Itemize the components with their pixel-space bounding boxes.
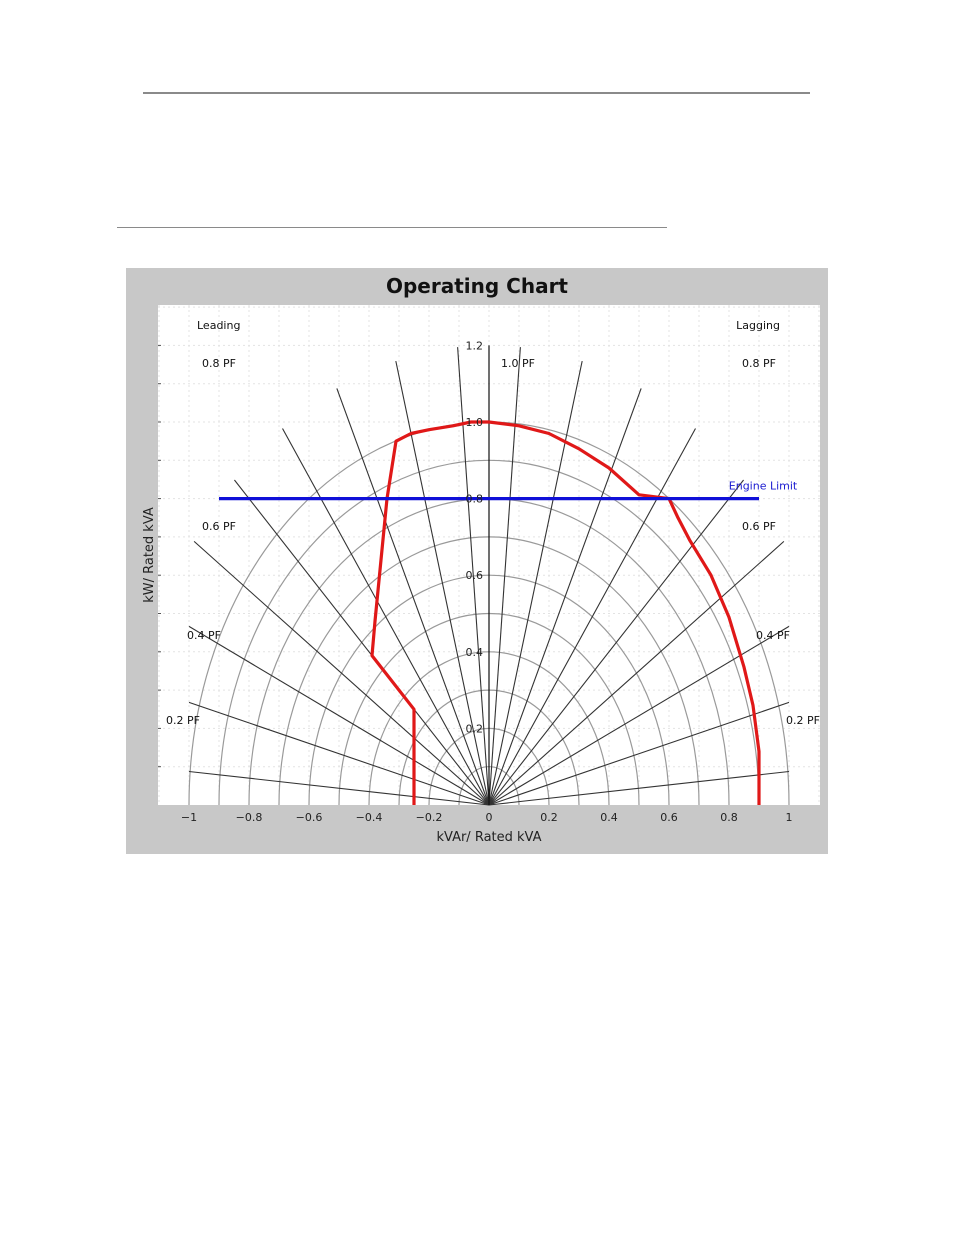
header-rule bbox=[143, 92, 810, 94]
pf-label-unity: 1.0 PF bbox=[501, 357, 535, 370]
x-tick-label: 0.6 bbox=[660, 811, 678, 824]
operating-chart bbox=[126, 268, 828, 854]
y-axis-label: kW/ Rated kVA bbox=[142, 507, 157, 603]
x-tick-label: 0 bbox=[485, 811, 493, 824]
lagging-label: Lagging bbox=[736, 319, 780, 332]
x-tick-label: −0.4 bbox=[355, 811, 383, 824]
pf-label-leading: 0.6 PF bbox=[202, 520, 236, 533]
x-tick-label: −0.8 bbox=[235, 811, 263, 824]
x-tick-label: 0.8 bbox=[720, 811, 738, 824]
x-tick-label: −0.6 bbox=[295, 811, 323, 824]
section-rule bbox=[117, 227, 667, 228]
leading-label: Leading bbox=[197, 319, 241, 332]
y-tick-label: 1.2 bbox=[465, 339, 483, 353]
pf-label-leading: 0.4 PF bbox=[187, 629, 221, 642]
y-tick-label: 0.8 bbox=[465, 492, 483, 506]
operating-chart-panel bbox=[126, 268, 828, 854]
pf-label-leading: 0.8 PF bbox=[202, 357, 236, 370]
series-label: Engine Limit bbox=[728, 479, 798, 493]
y-tick-label: 0.4 bbox=[465, 645, 483, 659]
x-axis-label: kVAr/ Rated kVA bbox=[436, 830, 542, 845]
pf-label-lagging: 0.2 PF bbox=[786, 714, 820, 727]
pf-label-lagging: 0.8 PF bbox=[742, 357, 776, 370]
x-tick-label: 0.2 bbox=[540, 811, 558, 824]
y-tick-label: 0.2 bbox=[465, 722, 483, 736]
x-tick-label: −0.2 bbox=[415, 811, 443, 824]
pf-label-lagging: 0.4 PF bbox=[756, 629, 790, 642]
x-tick-label: 0.4 bbox=[600, 811, 618, 824]
x-tick-label: 1 bbox=[785, 811, 793, 824]
chart-title: Operating Chart bbox=[385, 274, 569, 298]
y-tick-label: 1.0 bbox=[465, 416, 483, 429]
y-tick-label: 0.6 bbox=[465, 569, 483, 583]
pf-label-leading: 0.2 PF bbox=[166, 714, 200, 727]
pf-label-lagging: 0.6 PF bbox=[742, 520, 776, 533]
x-tick-label: −1 bbox=[180, 811, 198, 824]
